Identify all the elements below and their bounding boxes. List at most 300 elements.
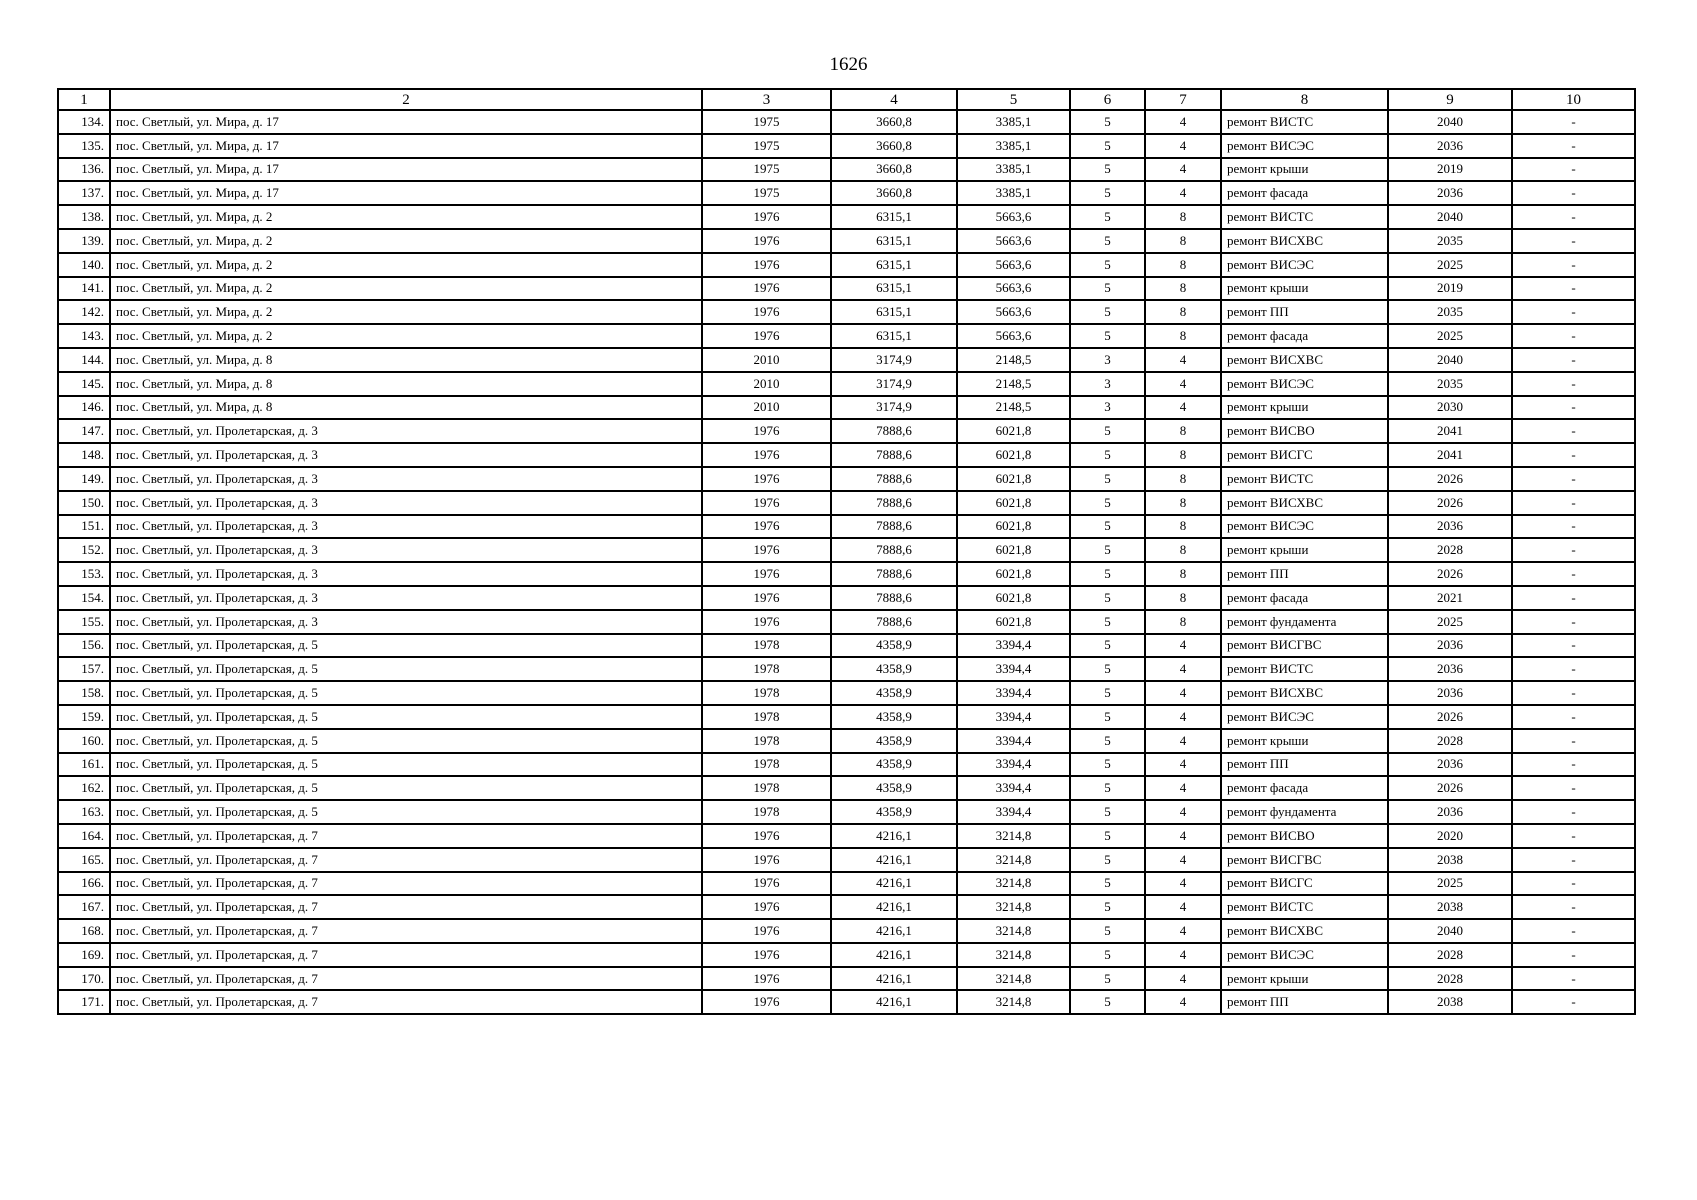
work-type-cell: ремонт фасада: [1221, 181, 1388, 205]
entrances-cell: 4: [1145, 158, 1221, 182]
table-row: [58, 990, 1635, 1014]
entrances-cell: 8: [1145, 443, 1221, 467]
entrances-cell: 8: [1145, 586, 1221, 610]
row-number-cell: 144.: [58, 348, 110, 372]
work-type-cell: ремонт ВИСТС: [1221, 110, 1388, 134]
living-area-cell: 3214,8: [957, 967, 1070, 991]
planned-year-cell: 2036: [1388, 753, 1512, 777]
work-type-cell: ремонт ВИСЭС: [1221, 253, 1388, 277]
table-row: [58, 443, 1635, 467]
table-row: [58, 872, 1635, 896]
note-cell: -: [1512, 491, 1635, 515]
year-built-cell: 1976: [702, 538, 831, 562]
year-built-cell: 2010: [702, 396, 831, 420]
living-area-cell: 2148,5: [957, 372, 1070, 396]
floors-cell: 5: [1070, 753, 1145, 777]
year-built-cell: 1976: [702, 515, 831, 539]
entrances-cell: 8: [1145, 515, 1221, 539]
row-number-cell: 161.: [58, 753, 110, 777]
total-area-cell: 3174,9: [831, 372, 957, 396]
floors-cell: 5: [1070, 110, 1145, 134]
work-type-cell: ремонт ПП: [1221, 753, 1388, 777]
note-cell: -: [1512, 848, 1635, 872]
year-built-cell: 1976: [702, 229, 831, 253]
address-cell: пос. Светлый, ул. Пролетарская, д. 5: [110, 776, 702, 800]
total-area-cell: 6315,1: [831, 229, 957, 253]
total-area-cell: 4358,9: [831, 657, 957, 681]
row-number-cell: 160.: [58, 729, 110, 753]
address-cell: пос. Светлый, ул. Пролетарская, д. 7: [110, 895, 702, 919]
address-cell: пос. Светлый, ул. Пролетарская, д. 3: [110, 538, 702, 562]
year-built-cell: 1975: [702, 110, 831, 134]
column-header: 7: [1145, 89, 1221, 110]
work-type-cell: ремонт ВИСВО: [1221, 419, 1388, 443]
note-cell: -: [1512, 205, 1635, 229]
address-cell: пос. Светлый, ул. Пролетарская, д. 5: [110, 681, 702, 705]
total-area-cell: 4358,9: [831, 776, 957, 800]
row-number-cell: 169.: [58, 943, 110, 967]
total-area-cell: 6315,1: [831, 277, 957, 301]
address-cell: пос. Светлый, ул. Пролетарская, д. 5: [110, 705, 702, 729]
year-built-cell: 1978: [702, 729, 831, 753]
living-area-cell: 5663,6: [957, 253, 1070, 277]
planned-year-cell: 2025: [1388, 324, 1512, 348]
table-row: [58, 229, 1635, 253]
entrances-cell: 4: [1145, 181, 1221, 205]
total-area-cell: 4216,1: [831, 848, 957, 872]
living-area-cell: 5663,6: [957, 229, 1070, 253]
table-row: [58, 895, 1635, 919]
table-row: [58, 657, 1635, 681]
living-area-cell: 6021,8: [957, 586, 1070, 610]
address-cell: пос. Светлый, ул. Мира, д. 17: [110, 110, 702, 134]
note-cell: -: [1512, 538, 1635, 562]
floors-cell: 5: [1070, 776, 1145, 800]
row-number-cell: 150.: [58, 491, 110, 515]
work-type-cell: ремонт ПП: [1221, 990, 1388, 1014]
table-row: [58, 181, 1635, 205]
living-area-cell: 5663,6: [957, 277, 1070, 301]
address-cell: пос. Светлый, ул. Пролетарская, д. 5: [110, 729, 702, 753]
total-area-cell: 4358,9: [831, 800, 957, 824]
total-area-cell: 7888,6: [831, 586, 957, 610]
table-row: [58, 348, 1635, 372]
living-area-cell: 3214,8: [957, 824, 1070, 848]
living-area-cell: 3394,4: [957, 753, 1070, 777]
floors-cell: 5: [1070, 253, 1145, 277]
total-area-cell: 7888,6: [831, 467, 957, 491]
total-area-cell: 3660,8: [831, 181, 957, 205]
living-area-cell: 6021,8: [957, 491, 1070, 515]
year-built-cell: 1976: [702, 205, 831, 229]
entrances-cell: 8: [1145, 467, 1221, 491]
address-cell: пос. Светлый, ул. Пролетарская, д. 7: [110, 967, 702, 991]
work-type-cell: ремонт ВИСГВС: [1221, 848, 1388, 872]
entrances-cell: 8: [1145, 229, 1221, 253]
note-cell: -: [1512, 181, 1635, 205]
floors-cell: 5: [1070, 634, 1145, 658]
planned-year-cell: 2035: [1388, 229, 1512, 253]
entrances-cell: 4: [1145, 634, 1221, 658]
note-cell: -: [1512, 253, 1635, 277]
address-cell: пос. Светлый, ул. Пролетарская, д. 5: [110, 634, 702, 658]
row-number-cell: 157.: [58, 657, 110, 681]
note-cell: -: [1512, 419, 1635, 443]
table-row: [58, 110, 1635, 134]
column-header: 9: [1388, 89, 1512, 110]
work-type-cell: ремонт ВИСЭС: [1221, 705, 1388, 729]
work-type-cell: ремонт ВИСВО: [1221, 824, 1388, 848]
year-built-cell: 1978: [702, 634, 831, 658]
floors-cell: 5: [1070, 872, 1145, 896]
row-number-cell: 137.: [58, 181, 110, 205]
note-cell: -: [1512, 562, 1635, 586]
total-area-cell: 6315,1: [831, 253, 957, 277]
note-cell: -: [1512, 586, 1635, 610]
year-built-cell: 1976: [702, 967, 831, 991]
row-number-cell: 164.: [58, 824, 110, 848]
column-header: 6: [1070, 89, 1145, 110]
address-cell: пос. Светлый, ул. Мира, д. 2: [110, 229, 702, 253]
planned-year-cell: 2040: [1388, 205, 1512, 229]
note-cell: -: [1512, 515, 1635, 539]
address-cell: пос. Светлый, ул. Пролетарская, д. 7: [110, 919, 702, 943]
planned-year-cell: 2036: [1388, 681, 1512, 705]
row-number-cell: 147.: [58, 419, 110, 443]
note-cell: -: [1512, 443, 1635, 467]
living-area-cell: 2148,5: [957, 396, 1070, 420]
total-area-cell: 4358,9: [831, 634, 957, 658]
living-area-cell: 6021,8: [957, 467, 1070, 491]
entrances-cell: 4: [1145, 919, 1221, 943]
living-area-cell: 6021,8: [957, 515, 1070, 539]
planned-year-cell: 2019: [1388, 158, 1512, 182]
table-row: [58, 324, 1635, 348]
row-number-cell: 140.: [58, 253, 110, 277]
floors-cell: 5: [1070, 895, 1145, 919]
address-cell: пос. Светлый, ул. Мира, д. 2: [110, 205, 702, 229]
living-area-cell: 2148,5: [957, 348, 1070, 372]
address-cell: пос. Светлый, ул. Мира, д. 17: [110, 158, 702, 182]
total-area-cell: 3174,9: [831, 348, 957, 372]
floors-cell: 5: [1070, 158, 1145, 182]
entrances-cell: 4: [1145, 848, 1221, 872]
address-cell: пос. Светлый, ул. Мира, д. 8: [110, 348, 702, 372]
entrances-cell: 4: [1145, 776, 1221, 800]
row-number-cell: 170.: [58, 967, 110, 991]
year-built-cell: 1978: [702, 753, 831, 777]
row-number-cell: 163.: [58, 800, 110, 824]
row-number-cell: 167.: [58, 895, 110, 919]
work-type-cell: ремонт ВИСТС: [1221, 467, 1388, 491]
work-type-cell: ремонт крыши: [1221, 277, 1388, 301]
address-cell: пос. Светлый, ул. Пролетарская, д. 3: [110, 586, 702, 610]
address-cell: пос. Светлый, ул. Пролетарская, д. 3: [110, 491, 702, 515]
table-row: [58, 800, 1635, 824]
row-number-cell: 142.: [58, 300, 110, 324]
year-built-cell: 1976: [702, 895, 831, 919]
table-row: [58, 562, 1635, 586]
entrances-cell: 8: [1145, 491, 1221, 515]
column-header: 1: [58, 89, 110, 110]
note-cell: -: [1512, 610, 1635, 634]
year-built-cell: 1975: [702, 158, 831, 182]
table-row: [58, 372, 1635, 396]
entrances-cell: 4: [1145, 943, 1221, 967]
entrances-cell: 4: [1145, 372, 1221, 396]
table-row: [58, 610, 1635, 634]
living-area-cell: 3214,8: [957, 919, 1070, 943]
total-area-cell: 4216,1: [831, 895, 957, 919]
table-row: [58, 943, 1635, 967]
entrances-cell: 4: [1145, 990, 1221, 1014]
planned-year-cell: 2036: [1388, 634, 1512, 658]
year-built-cell: 1976: [702, 919, 831, 943]
year-built-cell: 1978: [702, 705, 831, 729]
planned-year-cell: 2036: [1388, 515, 1512, 539]
entrances-cell: 8: [1145, 205, 1221, 229]
entrances-cell: 4: [1145, 729, 1221, 753]
entrances-cell: 4: [1145, 800, 1221, 824]
table-row: [58, 419, 1635, 443]
entrances-cell: 4: [1145, 872, 1221, 896]
planned-year-cell: 2019: [1388, 277, 1512, 301]
note-cell: -: [1512, 134, 1635, 158]
year-built-cell: 1976: [702, 277, 831, 301]
living-area-cell: 6021,8: [957, 419, 1070, 443]
note-cell: -: [1512, 705, 1635, 729]
entrances-cell: 4: [1145, 705, 1221, 729]
note-cell: -: [1512, 967, 1635, 991]
living-area-cell: 3385,1: [957, 110, 1070, 134]
note-cell: -: [1512, 467, 1635, 491]
total-area-cell: 7888,6: [831, 491, 957, 515]
planned-year-cell: 2020: [1388, 824, 1512, 848]
planned-year-cell: 2026: [1388, 705, 1512, 729]
address-cell: пос. Светлый, ул. Пролетарская, д. 7: [110, 872, 702, 896]
table-row: [58, 586, 1635, 610]
address-cell: пос. Светлый, ул. Пролетарская, д. 7: [110, 990, 702, 1014]
work-type-cell: ремонт ВИСЭС: [1221, 943, 1388, 967]
year-built-cell: 1978: [702, 800, 831, 824]
planned-year-cell: 2036: [1388, 657, 1512, 681]
entrances-cell: 8: [1145, 277, 1221, 301]
living-area-cell: 3394,4: [957, 634, 1070, 658]
floors-cell: 5: [1070, 943, 1145, 967]
year-built-cell: 1976: [702, 253, 831, 277]
address-cell: пос. Светлый, ул. Пролетарская, д. 7: [110, 848, 702, 872]
work-type-cell: ремонт фундамента: [1221, 800, 1388, 824]
entrances-cell: 4: [1145, 824, 1221, 848]
total-area-cell: 3660,8: [831, 110, 957, 134]
floors-cell: 3: [1070, 372, 1145, 396]
living-area-cell: 3214,8: [957, 990, 1070, 1014]
living-area-cell: 3385,1: [957, 181, 1070, 205]
planned-year-cell: 2035: [1388, 372, 1512, 396]
planned-year-cell: 2026: [1388, 491, 1512, 515]
total-area-cell: 4216,1: [831, 943, 957, 967]
row-number-cell: 171.: [58, 990, 110, 1014]
note-cell: -: [1512, 824, 1635, 848]
living-area-cell: 3394,4: [957, 800, 1070, 824]
planned-year-cell: 2028: [1388, 967, 1512, 991]
floors-cell: 5: [1070, 229, 1145, 253]
page-number: 1626: [829, 54, 868, 75]
total-area-cell: 3660,8: [831, 134, 957, 158]
work-type-cell: ремонт ВИСХВС: [1221, 229, 1388, 253]
living-area-cell: 6021,8: [957, 562, 1070, 586]
floors-cell: 5: [1070, 990, 1145, 1014]
planned-year-cell: 2041: [1388, 419, 1512, 443]
living-area-cell: 5663,6: [957, 300, 1070, 324]
table-row: [58, 753, 1635, 777]
living-area-cell: 3385,1: [957, 134, 1070, 158]
table-row: [58, 729, 1635, 753]
total-area-cell: 3174,9: [831, 396, 957, 420]
address-cell: пос. Светлый, ул. Пролетарская, д. 5: [110, 753, 702, 777]
total-area-cell: 4358,9: [831, 753, 957, 777]
year-built-cell: 1976: [702, 419, 831, 443]
entrances-cell: 8: [1145, 562, 1221, 586]
note-cell: -: [1512, 158, 1635, 182]
note-cell: -: [1512, 753, 1635, 777]
living-area-cell: 6021,8: [957, 443, 1070, 467]
living-area-cell: 3394,4: [957, 705, 1070, 729]
planned-year-cell: 2036: [1388, 134, 1512, 158]
table-row: [58, 277, 1635, 301]
column-header: 4: [831, 89, 957, 110]
planned-year-cell: 2040: [1388, 110, 1512, 134]
work-type-cell: ремонт крыши: [1221, 729, 1388, 753]
floors-cell: 5: [1070, 586, 1145, 610]
header-row: [58, 89, 1635, 110]
column-header: 5: [957, 89, 1070, 110]
planned-year-cell: 2036: [1388, 181, 1512, 205]
work-type-cell: ремонт крыши: [1221, 967, 1388, 991]
note-cell: -: [1512, 634, 1635, 658]
row-number-cell: 139.: [58, 229, 110, 253]
work-type-cell: ремонт крыши: [1221, 538, 1388, 562]
row-number-cell: 162.: [58, 776, 110, 800]
note-cell: -: [1512, 372, 1635, 396]
year-built-cell: 1976: [702, 324, 831, 348]
floors-cell: 5: [1070, 800, 1145, 824]
year-built-cell: 1976: [702, 610, 831, 634]
row-number-cell: 134.: [58, 110, 110, 134]
work-type-cell: ремонт фасада: [1221, 324, 1388, 348]
entrances-cell: 4: [1145, 134, 1221, 158]
entrances-cell: 8: [1145, 300, 1221, 324]
row-number-cell: 166.: [58, 872, 110, 896]
planned-year-cell: 2026: [1388, 776, 1512, 800]
address-cell: пос. Светлый, ул. Мира, д. 17: [110, 134, 702, 158]
year-built-cell: 1976: [702, 872, 831, 896]
row-number-cell: 154.: [58, 586, 110, 610]
address-cell: пос. Светлый, ул. Пролетарская, д. 3: [110, 610, 702, 634]
year-built-cell: 1978: [702, 681, 831, 705]
table-row: [58, 491, 1635, 515]
row-number-cell: 165.: [58, 848, 110, 872]
year-built-cell: 2010: [702, 372, 831, 396]
living-area-cell: 3214,8: [957, 943, 1070, 967]
entrances-cell: 8: [1145, 324, 1221, 348]
address-cell: пос. Светлый, ул. Пролетарская, д. 3: [110, 419, 702, 443]
work-type-cell: ремонт фасада: [1221, 776, 1388, 800]
address-cell: пос. Светлый, ул. Пролетарская, д. 3: [110, 443, 702, 467]
work-type-cell: ремонт ВИСХВС: [1221, 491, 1388, 515]
note-cell: -: [1512, 919, 1635, 943]
planned-year-cell: 2026: [1388, 562, 1512, 586]
note-cell: -: [1512, 657, 1635, 681]
year-built-cell: 1976: [702, 491, 831, 515]
floors-cell: 3: [1070, 348, 1145, 372]
table-row: [58, 253, 1635, 277]
year-built-cell: 1978: [702, 657, 831, 681]
planned-year-cell: 2040: [1388, 348, 1512, 372]
planned-year-cell: 2028: [1388, 943, 1512, 967]
living-area-cell: 6021,8: [957, 538, 1070, 562]
note-cell: -: [1512, 800, 1635, 824]
address-cell: пос. Светлый, ул. Пролетарская, д. 3: [110, 515, 702, 539]
floors-cell: 5: [1070, 538, 1145, 562]
living-area-cell: 3214,8: [957, 848, 1070, 872]
year-built-cell: 1976: [702, 300, 831, 324]
note-cell: -: [1512, 729, 1635, 753]
column-header: 10: [1512, 89, 1635, 110]
column-header: 2: [110, 89, 702, 110]
row-number-cell: 138.: [58, 205, 110, 229]
table-row: [58, 396, 1635, 420]
floors-cell: 5: [1070, 205, 1145, 229]
year-built-cell: 1978: [702, 776, 831, 800]
floors-cell: 5: [1070, 443, 1145, 467]
year-built-cell: 1975: [702, 181, 831, 205]
table-row: [58, 705, 1635, 729]
planned-year-cell: 2025: [1388, 253, 1512, 277]
planned-year-cell: 2035: [1388, 300, 1512, 324]
floors-cell: 5: [1070, 467, 1145, 491]
note-cell: -: [1512, 277, 1635, 301]
entrances-cell: 8: [1145, 538, 1221, 562]
note-cell: -: [1512, 348, 1635, 372]
work-type-cell: ремонт ВИСТС: [1221, 657, 1388, 681]
living-area-cell: 3394,4: [957, 657, 1070, 681]
address-cell: пос. Светлый, ул. Пролетарская, д. 7: [110, 824, 702, 848]
planned-year-cell: 2036: [1388, 800, 1512, 824]
floors-cell: 5: [1070, 134, 1145, 158]
year-built-cell: 1976: [702, 848, 831, 872]
living-area-cell: 5663,6: [957, 205, 1070, 229]
work-type-cell: ремонт ВИСТС: [1221, 205, 1388, 229]
work-type-cell: ремонт фундамента: [1221, 610, 1388, 634]
table-row: [58, 158, 1635, 182]
table-row: [58, 776, 1635, 800]
living-area-cell: 5663,6: [957, 324, 1070, 348]
total-area-cell: 4216,1: [831, 824, 957, 848]
note-cell: -: [1512, 872, 1635, 896]
row-number-cell: 143.: [58, 324, 110, 348]
address-cell: пос. Светлый, ул. Пролетарская, д. 3: [110, 467, 702, 491]
note-cell: -: [1512, 943, 1635, 967]
row-number-cell: 148.: [58, 443, 110, 467]
note-cell: -: [1512, 324, 1635, 348]
row-number-cell: 152.: [58, 538, 110, 562]
work-type-cell: ремонт ВИСТС: [1221, 895, 1388, 919]
table-row: [58, 967, 1635, 991]
work-type-cell: ремонт ВИСГС: [1221, 443, 1388, 467]
note-cell: -: [1512, 110, 1635, 134]
note-cell: -: [1512, 895, 1635, 919]
